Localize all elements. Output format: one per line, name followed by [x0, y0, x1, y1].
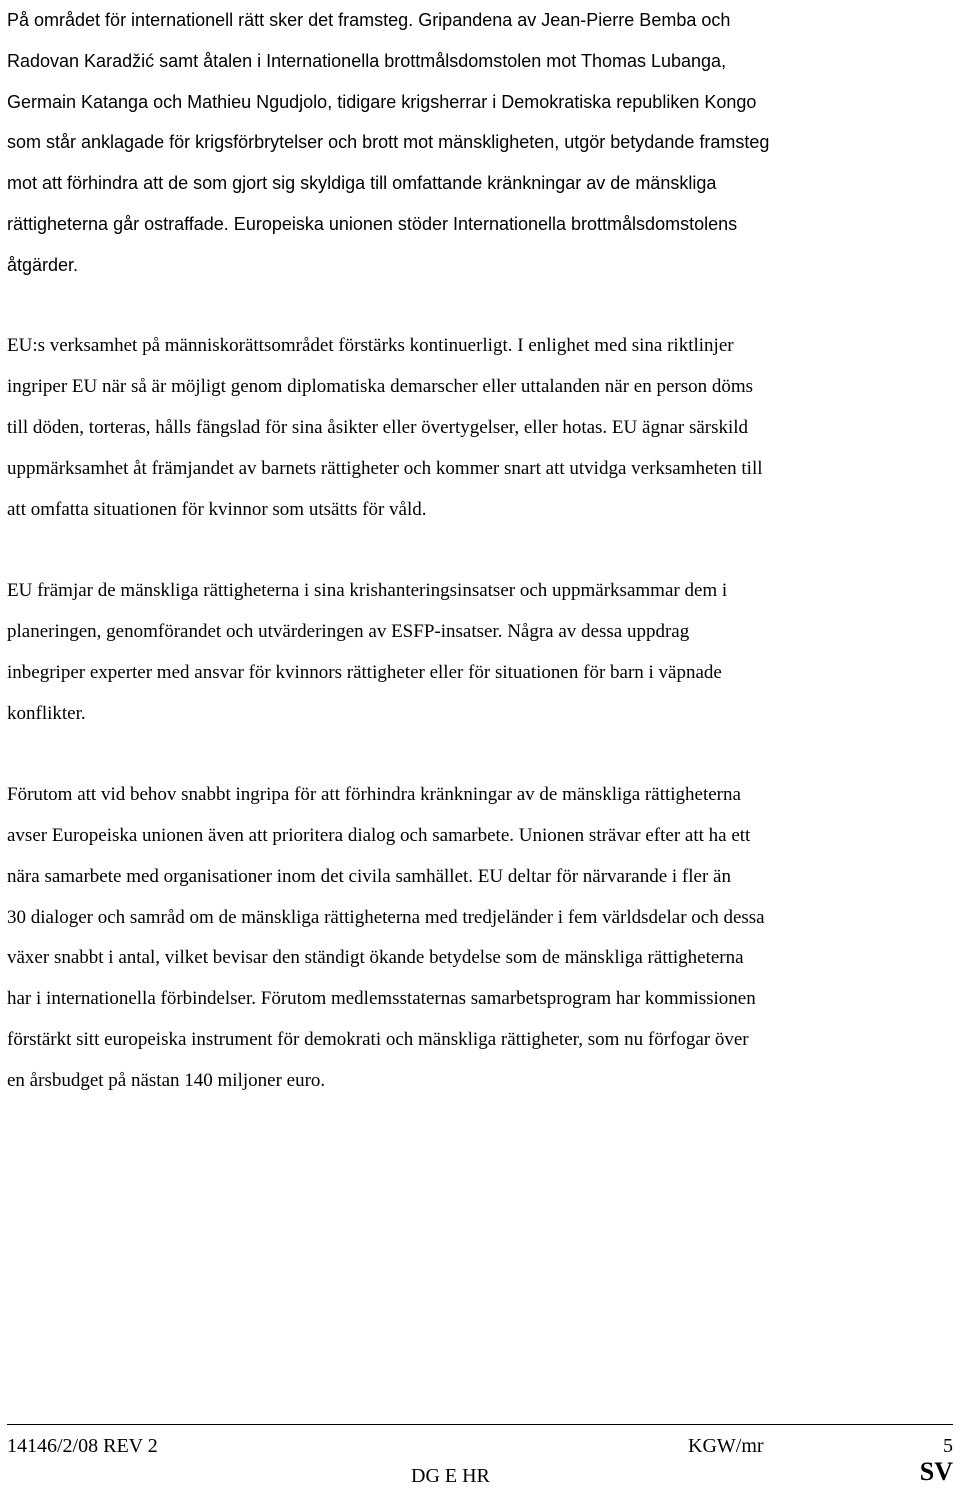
paragraph-3 — [7, 571, 953, 734]
footer-divider — [7, 1424, 953, 1425]
text-line: uppmärksamhet åt främjandet av barnets rättigheter och kommer snart att utvidga verksamheten till — [7, 457, 763, 479]
text-line: till döden, torteras, hålls fängslad för sina åsikter eller övertygelser, eller hotas. EU ägnar särskild — [7, 416, 749, 438]
paragraph-4 — [7, 775, 953, 1101]
text-line: mot att förhindra att de som gjort sig skyldiga till omfattande kränkningar av de mänskliga — [7, 173, 717, 194]
text-line: avser Europeiska unionen även att prioritera dialog och samarbete. Unionen strävar efter att ha ett — [7, 824, 751, 846]
text-line: EU främjar de mänskliga rättigheterna i sina krishanteringsinsatser och uppmärksammar dem i — [7, 580, 728, 602]
paragraph-gap — [7, 286, 953, 327]
paragraph-1 — [7, 0, 953, 286]
text-line: Förutom att vid behov snabbt ingripa för att förhindra kränkningar av de mänskliga rättigheterna — [7, 784, 741, 806]
paragraph-2 — [7, 326, 953, 530]
text-line: Radovan Karadžić samt åtalen i Internationella brottmålsdomstolen mot Thomas Lubanga, — [7, 50, 727, 71]
document-body — [7, 0, 953, 1102]
text-line: planeringen, genomförandet och utvärderingen av ESFP-insatser. Några av dessa uppdrag — [7, 620, 690, 642]
author-initials: KGW/mr — [688, 1435, 764, 1457]
text-line: en årsbudget på nästan 140 miljoner euro. — [7, 1069, 326, 1091]
text-line: förstärkt sitt europeiska instrument för demokrati och mänskliga rättigheter, som nu förfogar över — [7, 1028, 749, 1050]
language-code: SV — [919, 1457, 953, 1486]
text-line: På området för internationell rätt sker det framsteg. Gripandena av Jean-Pierre Bemba och — [7, 10, 731, 30]
text-line: 30 dialoger och samråd om de mänskliga rättigheterna med tredjeländer i fem världsdelar och dessa — [7, 906, 765, 928]
directorate: DG E HR — [411, 1465, 490, 1487]
paragraph-gap — [7, 734, 953, 775]
text-line: som står anklagade för krigsförbrytelser och brott mot mänskligheten, utgör betydande framsteg — [7, 132, 770, 153]
text-line: konflikter. — [7, 702, 86, 724]
text-line: Germain Katanga och Mathieu Ngudjolo, tidigare krigsherrar i Demokratiska republiken Kongo — [7, 91, 757, 112]
page-number: 5 — [943, 1435, 953, 1457]
text-line: har i internationella förbindelser. Förutom medlemsstaternas samarbetsprogram har kommissionen — [7, 988, 756, 1010]
text-line: nära samarbete med organisationer inom det civila samhället. EU deltar för närvarande i fler än — [7, 865, 731, 887]
text-line: växer snabbt i antal, vilket bevisar den ständigt ökande betydelse som de mänskliga rättigheterna — [7, 947, 744, 969]
text-line: inbegriper experter med ansvar för kvinnors rättigheter eller för situationen för barn i väpnade — [7, 661, 722, 683]
text-line: rättigheterna går ostraffade. Europeiska unionen stöder Internationella brottmålsdomstolens — [7, 213, 738, 234]
paragraph-gap — [7, 530, 953, 571]
text-line: ingriper EU när så är möjligt genom diplomatiska demarscher eller uttalanden när en person döms — [7, 376, 754, 398]
document-reference: 14146/2/08 REV 2 — [7, 1435, 158, 1457]
text-line: att omfatta situationen för kvinnor som utsätts för våld. — [7, 498, 427, 520]
text-line: EU:s verksamhet på människorättsområdet förstärks kontinuerligt. I enlighet med sina riktlinjer — [7, 335, 734, 357]
text-line: åtgärder. — [7, 254, 79, 275]
